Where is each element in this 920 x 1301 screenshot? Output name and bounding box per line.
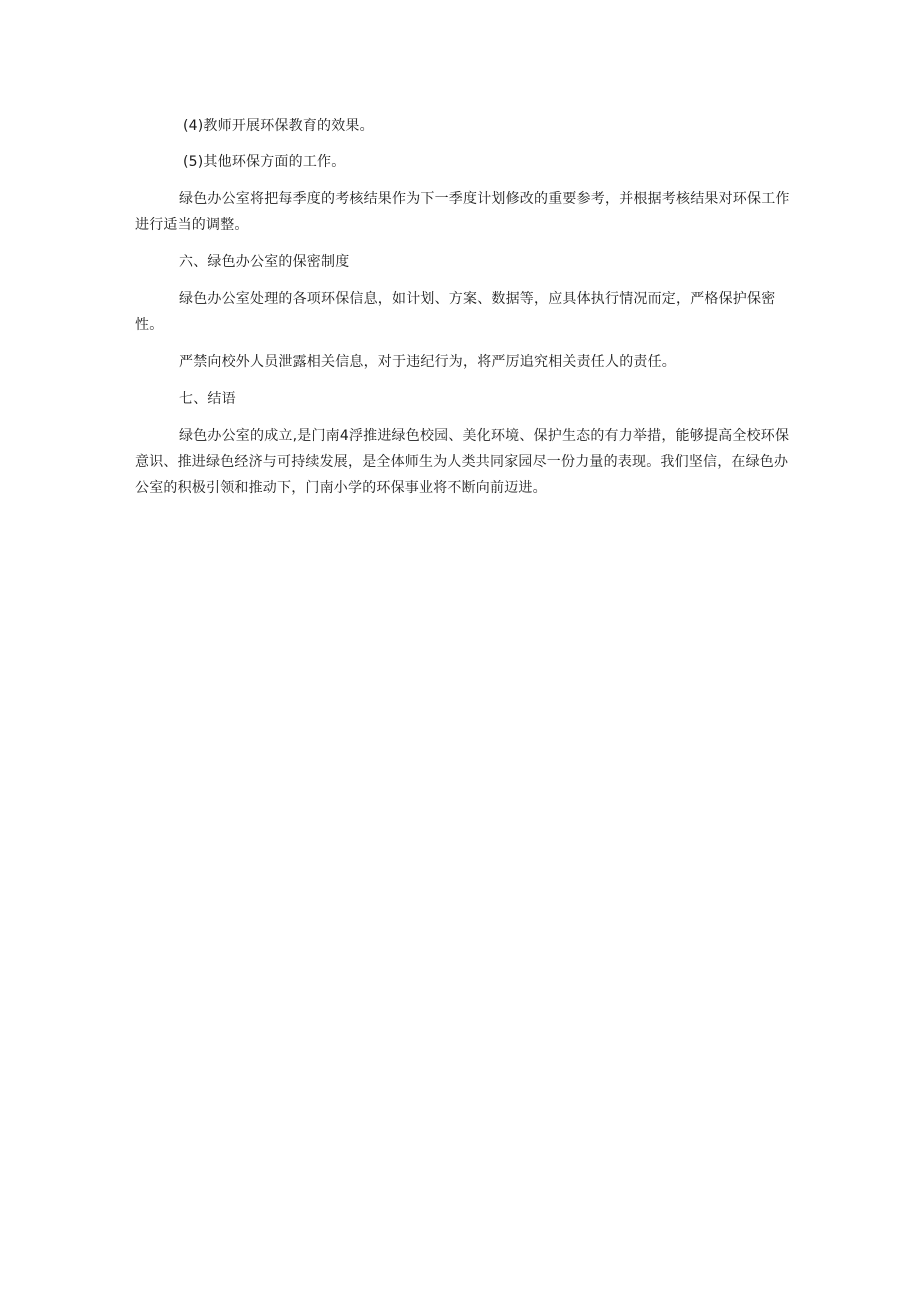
disclosure-ban-paragraph: 严禁向校外人员泄露相关信息，对于违纪行为，将严厉追究相关责任人的责任。 [179,354,676,370]
document-body [135,113,795,501]
assessment-paragraph: 绿色办公室将把每季度的考核结果作为下一季度计划修改的重要参考，并根据考核结果对环保工作进行适当的调整。 [135,191,790,233]
list-item-4: (4)教师开展环保教育的效果。 [183,118,374,134]
section-heading-confidentiality: 六、绿色办公室的保密制度 [179,254,350,270]
list-item-5: (5)其他环保方面的工作。 [183,154,346,170]
conclusion-paragraph: 绿色办公室的成立,是门南4浮推进绿色校园、美化环境、保护生态的有力举措，能够提高全校环保意识、推进绿色经济与可持续发展，是全体师生为人类共同家园尽一份力量的表现。我们坚信，在绿色办公室的积极引领和推动下，门南小学的环保事业将不断向前迈进。 [135,428,790,496]
section-heading-conclusion: 七、结语 [179,391,236,407]
confidentiality-paragraph: 绿色办公室处理的各项环保信息，如计划、方案、数据等，应具体执行情况而定，严格保护保密性。 [135,291,776,333]
